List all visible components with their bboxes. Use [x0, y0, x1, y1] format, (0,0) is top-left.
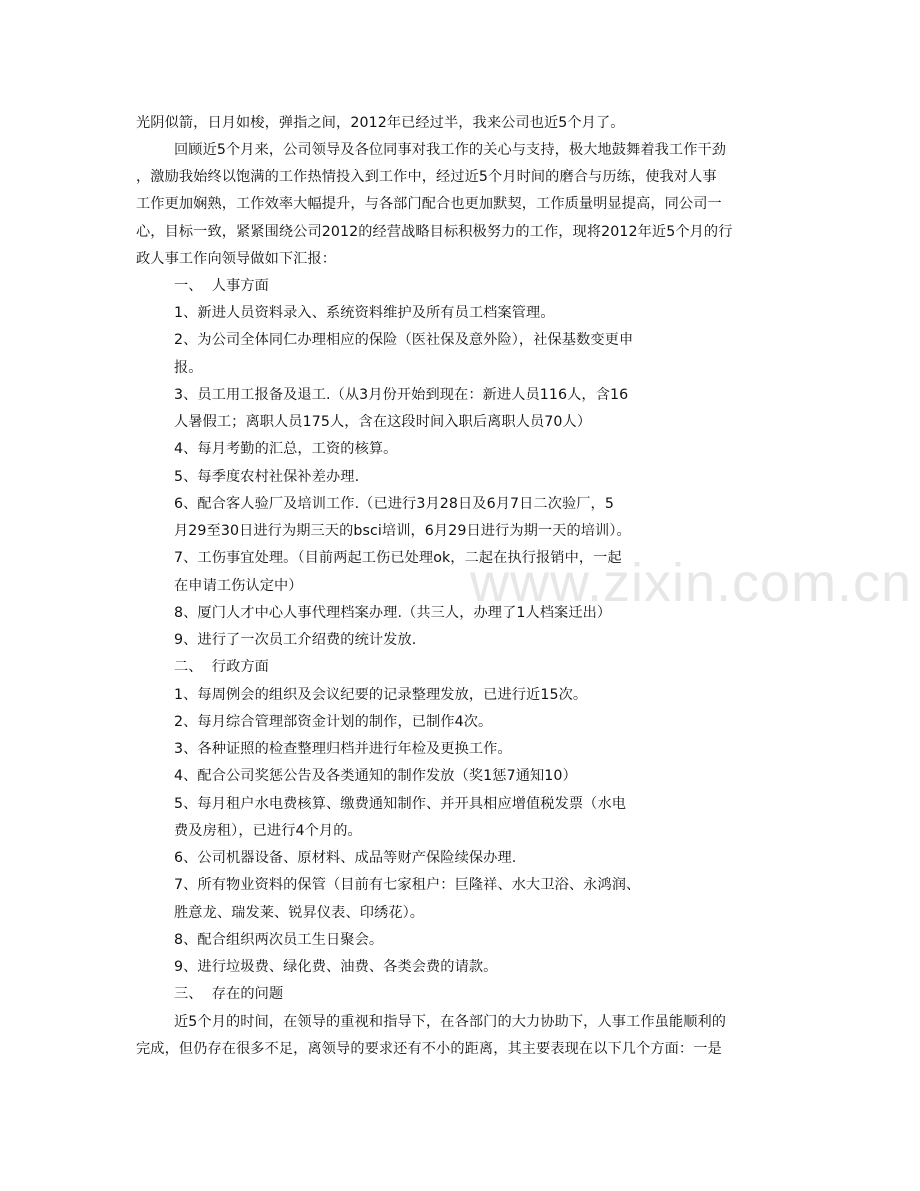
list-item: 9、进行了一次员工介绍费的统计发放.: [174, 632, 417, 648]
list-item: 7、所有物业资料的保管（目前有七家租户：巨隆祥、水大卫浴、永鸿润、: [174, 877, 641, 893]
watermark-text: www.zixin.com.cn: [470, 553, 913, 613]
list-item: 1、每周例会的组织及会议纪要的记录整理发放，已进行近15次。: [174, 687, 588, 703]
list-item: 3、各种证照的检查整理归档并进行年检及更换工作。: [174, 741, 512, 757]
section-heading: 二、 行政方面: [174, 659, 269, 675]
list-item: 7、工伤事宜处理。（目前两起工伤已处理ok，二起在执行报销中，一起: [174, 550, 622, 566]
list-item: 5、每月租户水电费核算、缴费通知制作、并开具相应增值税发票（水电: [174, 796, 627, 812]
list-item: 4、配合公司奖惩公告及各类通知的制作发放（奖1惩7通知10）: [174, 768, 577, 784]
list-item: 8、厦门人才中心人事代理档案办理.（共三人，办理了1人档案迁出）: [174, 605, 612, 621]
list-item: 费及房租），已进行4个月的。: [174, 823, 362, 839]
text-line: 心，目标一致，紧紧围绕公司2012的经营战略目标积极努力的工作，现将2012年近5个月的行: [136, 224, 733, 240]
list-item: 1、新进人员资料录入、系统资料维护及所有员工档案管理。: [174, 305, 555, 321]
list-item: 2、每月综合管理部资金计划的制作，已制作4次。: [174, 714, 493, 730]
list-item: 在申请工伤认定中）: [174, 578, 303, 594]
list-item: 3、员工用工报备及退工.（从3月份开始到现在：新进人员116人，含16: [174, 387, 629, 403]
list-item: 6、配合客人验厂及培训工作.（已进行3月28日及6月7日二次验厂，5: [174, 496, 614, 512]
list-item: 5、每季度农村社保补差办理.: [174, 469, 360, 485]
list-item: 胜意龙、瑞发莱、锐昇仪表、印绣花）。: [174, 905, 425, 921]
list-item: 人暑假工；离职人员175人，含在这段时间入职后离职人员70人）: [174, 414, 592, 430]
list-item: 2、为公司全体同仁办理相应的保险（医社保及意外险），社保基数变更申: [174, 332, 634, 348]
text-line: 近5个月的时间，在领导的重视和指导下，在各部门的大力协助下，人事工作虽能顺利的: [174, 1014, 727, 1030]
text-line: ，激励我始终以饱满的工作热情投入到工作中，经过近5个月时间的磨合与历练，使我对人事: [136, 169, 717, 185]
list-item: 9、进行垃圾费、绿化费、油费、各类会费的请款。: [174, 959, 498, 975]
text-line: 光阴似箭，日月如梭，弹指之间，2012年已经过半，我来公司也近5个月了。: [136, 115, 625, 131]
text-line: 工作更加娴熟，工作效率大幅提升，与各部门配合也更加默契，工作质量明显提高，同公司一: [136, 196, 722, 212]
text-line: 回顾近5个月来，公司领导及各位同事对我工作的关心与支持，极大地鼓舞着我工作干劲: [174, 142, 727, 158]
list-item: 月29至30日进行为期三天的bsci培训，6月29日进行为期一天的培训）。: [174, 523, 631, 539]
list-item: 6、公司机器设备、原材料、成品等财产保险续保办理.: [174, 850, 517, 866]
section-heading: 一、 人事方面: [174, 278, 269, 294]
list-item: 报。: [174, 360, 203, 376]
list-item: 8、配合组织两次员工生日聚会。: [174, 932, 384, 948]
text-line: 完成，但仍存在很多不足，离领导的要求还有不小的距离，其主要表现在以下几个方面：一是: [136, 1041, 722, 1057]
text-line: 政人事工作向领导做如下汇报：: [136, 251, 337, 267]
list-item: 4、每月考勤的汇总，工资的核算。: [174, 441, 398, 457]
section-heading: 三、 存在的问题: [174, 986, 284, 1002]
